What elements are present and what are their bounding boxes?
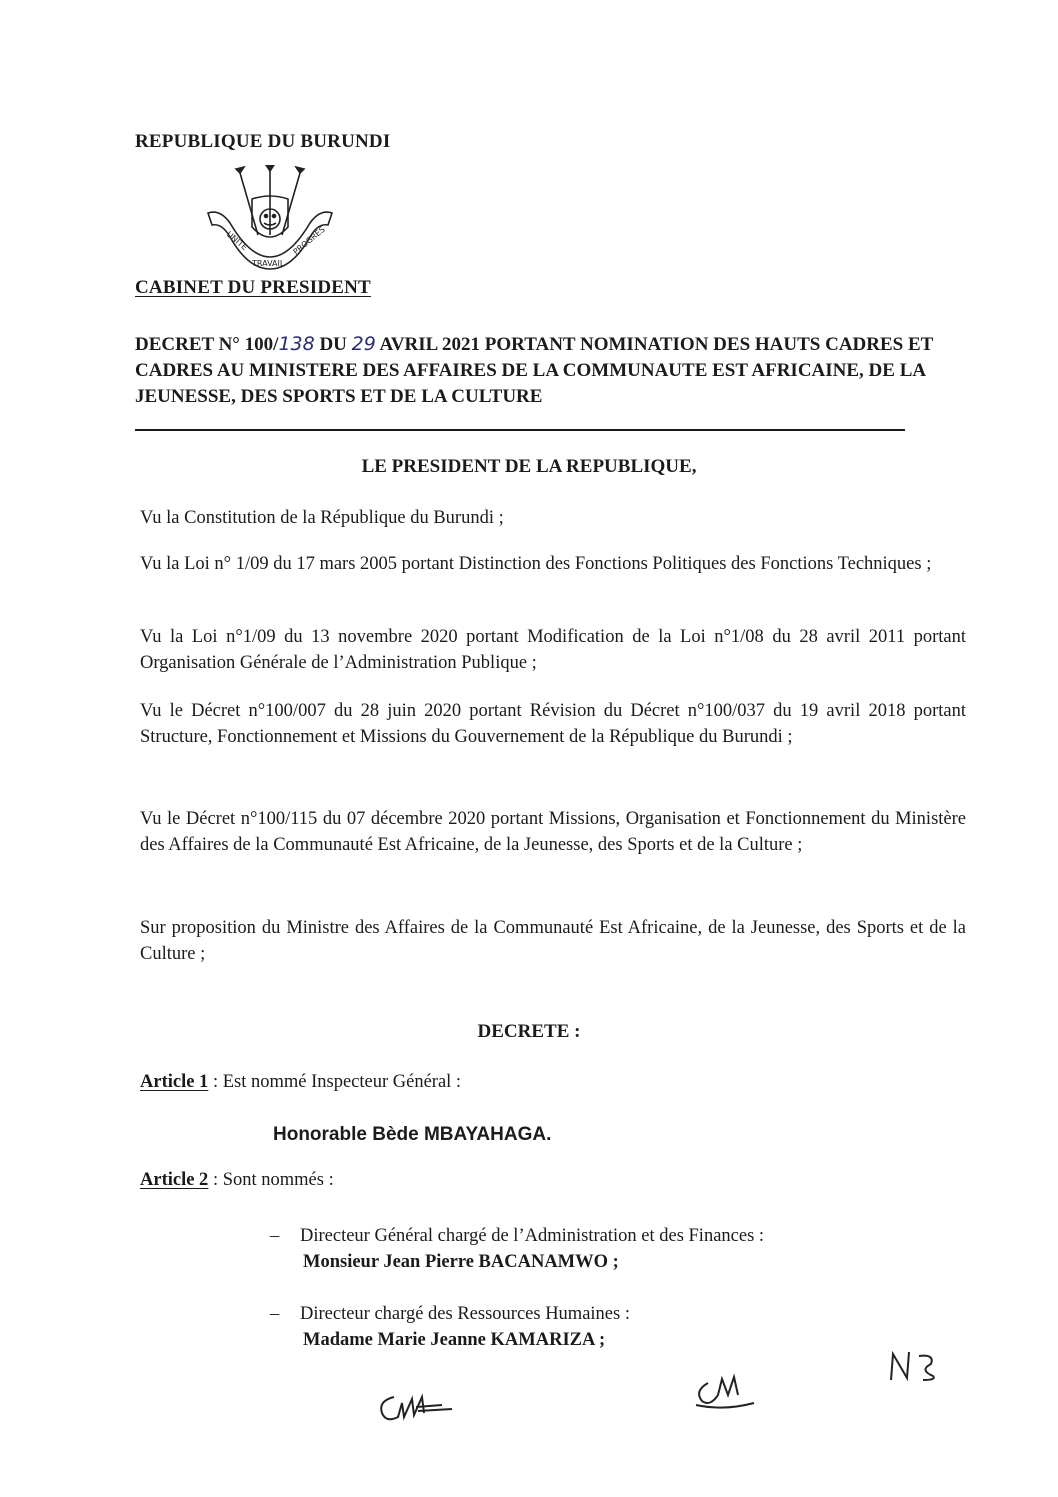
decrete-heading: DECRETE :	[477, 1021, 581, 1042]
article-1-text: : Est nommé Inspecteur Général :	[208, 1072, 462, 1092]
motto-word-2: TRAVAIL	[252, 259, 285, 268]
office-heading: CABINET DU PRESIDENT	[135, 277, 371, 298]
consideration-1: Vu la Constitution de la République du Burundi ;	[140, 508, 504, 528]
decree-title	[135, 331, 965, 410]
country-heading: REPUBLIQUE DU BURUNDI	[135, 131, 391, 152]
president-heading: LE PRESIDENT DE LA REPUBLIQUE,	[361, 456, 697, 477]
article-2-label: Article 2	[140, 1170, 209, 1190]
appointment-role: Directeur chargé des Ressources Humaines :	[300, 1304, 630, 1324]
article-1	[140, 1072, 461, 1093]
motto-word-3: PROGRES	[291, 224, 327, 257]
decree-title-rest: AVRIL 2021 PORTANT NOMINATION DES HAUTS CADRES ET CADRES AU MINISTERE DES AFFAIRES DE LA COMMUNAUTE EST AFRICAINE, DE LA JEUNESSE, DES SPORTS ET DE LA CULTURE	[135, 334, 933, 407]
decree-title-middle: DU	[314, 334, 352, 355]
item-dash: –	[270, 1226, 280, 1246]
article-1-appointee: Honorable Bède MBAYAHAGA.	[273, 1124, 552, 1145]
appointment-name: Madame Marie Jeanne KAMARIZA ;	[303, 1330, 606, 1350]
appointment-role: Directeur Général chargé de l’Administration et des Finances :	[300, 1226, 765, 1246]
appointment-item	[270, 1301, 630, 1353]
consideration-2: Vu la Loi n° 1/09 du 17 mars 2005 portant Distinction des Fonctions Politiques des Fonctions Techniques ;	[140, 554, 932, 574]
motto-word-1: UNITE	[224, 229, 249, 253]
article-1-label: Article 1	[140, 1072, 209, 1092]
coat-of-arms-emblem	[200, 165, 340, 275]
consideration-5: Vu le Décret n°100/115 du 07 décembre 2020 portant Missions, Organisation et Fonctionnement du Ministère des Affaires de la Communauté Est Africaine, de la Jeunesse, des Sports et de la Culture ;	[140, 809, 966, 855]
consideration-4: Vu le Décret n°100/007 du 28 juin 2020 portant Révision du Décret n°100/037 du 19 avril 2018 portant Structure, Fonctionnement et Missions du Gouvernement de la République du Burundi ;	[140, 701, 966, 747]
appointment-name: Monsieur Jean Pierre BACANAMWO ;	[303, 1252, 619, 1272]
article-2-text: : Sont nommés :	[208, 1170, 334, 1190]
proposal-paragraph: Sur proposition du Ministre des Affaires de la Communauté Est Africaine, de la Jeunesse, des Sports et de la Culture ;	[140, 918, 966, 964]
initials-signature-1	[372, 1383, 462, 1428]
appointment-item	[270, 1223, 764, 1275]
decree-day-handwritten: 29	[351, 333, 376, 355]
initials-signature-2	[688, 1365, 758, 1415]
article-2	[140, 1170, 334, 1191]
item-dash: –	[270, 1304, 280, 1324]
decree-number-handwritten: 138	[278, 333, 315, 355]
initials-signature-3	[885, 1346, 945, 1386]
consideration-3: Vu la Loi n°1/09 du 13 novembre 2020 portant Modification de la Loi n°1/08 du 28 avril 2011 portant Organisation Générale de l’Administration Publique ;	[140, 627, 966, 673]
decree-title-prefix: DECRET N° 100/	[135, 334, 279, 355]
title-divider	[135, 429, 905, 431]
